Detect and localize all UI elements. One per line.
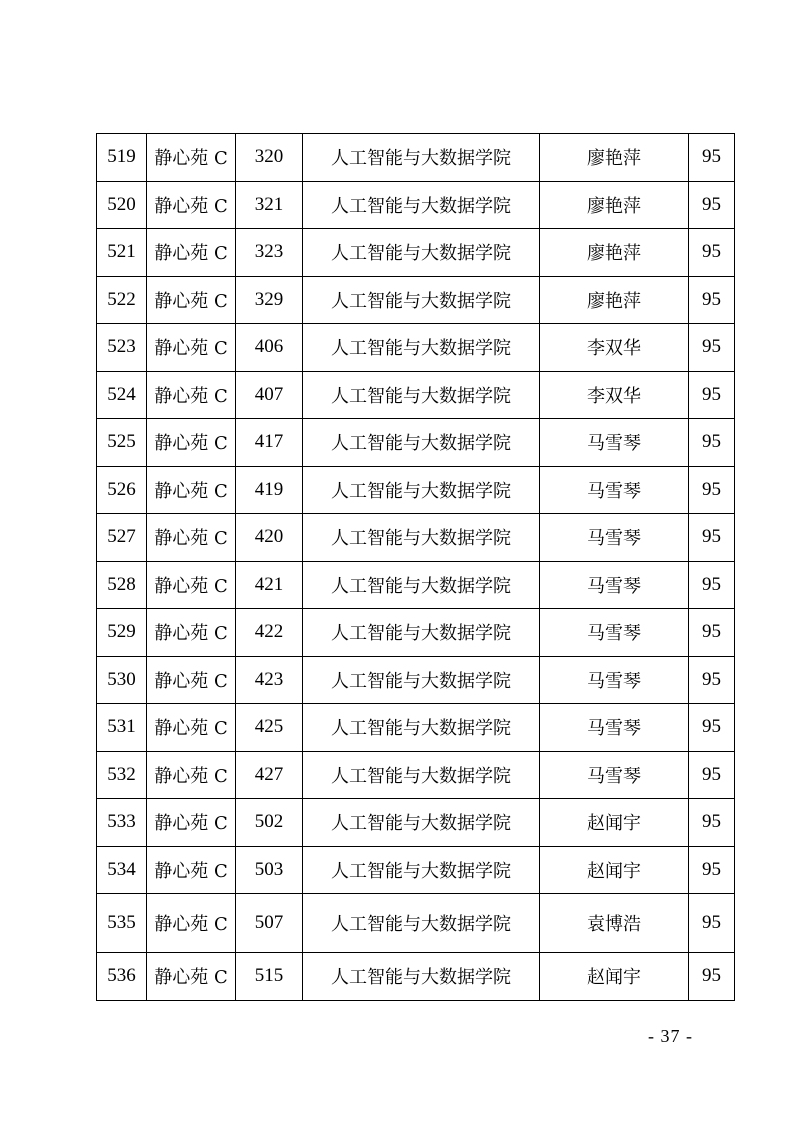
table-row — [97, 514, 735, 562]
page-number: - 37 - — [648, 1026, 693, 1046]
college-cell: 人工智能与大数据学院 — [303, 181, 540, 229]
person-cell: 廖艳萍 — [540, 134, 689, 182]
college-cell: 人工智能与大数据学院 — [303, 799, 540, 847]
table-row — [97, 656, 735, 704]
row-number-cell: 519 — [97, 134, 147, 182]
table-row — [97, 704, 735, 752]
college-cell: 人工智能与大数据学院 — [303, 419, 540, 467]
row-number-cell: 534 — [97, 846, 147, 894]
college-cell: 人工智能与大数据学院 — [303, 846, 540, 894]
room-number-cell: 320 — [236, 134, 303, 182]
building-cell: 静心苑 C — [147, 846, 236, 894]
building-cell: 静心苑 C — [147, 751, 236, 799]
building-cell: 静心苑 C — [147, 514, 236, 562]
college-cell: 人工智能与大数据学院 — [303, 609, 540, 657]
table-body — [97, 134, 735, 1001]
person-cell: 马雪琴 — [540, 609, 689, 657]
room-number-cell: 427 — [236, 751, 303, 799]
score-cell: 95 — [689, 656, 735, 704]
score-cell: 95 — [689, 466, 735, 514]
person-cell: 马雪琴 — [540, 466, 689, 514]
room-number-cell: 329 — [236, 276, 303, 324]
building-cell: 静心苑 C — [147, 704, 236, 752]
score-cell: 95 — [689, 229, 735, 277]
table-row — [97, 324, 735, 372]
person-cell: 廖艳萍 — [540, 276, 689, 324]
college-cell: 人工智能与大数据学院 — [303, 656, 540, 704]
row-number-cell: 535 — [97, 894, 147, 953]
building-cell: 静心苑 C — [147, 609, 236, 657]
building-cell: 静心苑 C — [147, 276, 236, 324]
room-number-cell: 407 — [236, 371, 303, 419]
college-cell: 人工智能与大数据学院 — [303, 561, 540, 609]
score-cell: 95 — [689, 134, 735, 182]
person-cell: 马雪琴 — [540, 656, 689, 704]
person-cell: 马雪琴 — [540, 561, 689, 609]
score-cell: 95 — [689, 371, 735, 419]
room-number-cell: 507 — [236, 894, 303, 953]
row-number-cell: 524 — [97, 371, 147, 419]
college-cell: 人工智能与大数据学院 — [303, 953, 540, 1001]
person-cell: 赵闻宇 — [540, 846, 689, 894]
college-cell: 人工智能与大数据学院 — [303, 134, 540, 182]
row-number-cell: 526 — [97, 466, 147, 514]
row-number-cell: 520 — [97, 181, 147, 229]
person-cell: 李双华 — [540, 324, 689, 372]
building-cell: 静心苑 C — [147, 656, 236, 704]
row-number-cell: 525 — [97, 419, 147, 467]
score-cell: 95 — [689, 953, 735, 1001]
building-cell: 静心苑 C — [147, 799, 236, 847]
row-number-cell: 533 — [97, 799, 147, 847]
person-cell: 廖艳萍 — [540, 181, 689, 229]
room-number-cell: 419 — [236, 466, 303, 514]
row-number-cell: 530 — [97, 656, 147, 704]
room-number-cell: 406 — [236, 324, 303, 372]
room-number-cell: 420 — [236, 514, 303, 562]
table-row — [97, 371, 735, 419]
room-number-cell: 423 — [236, 656, 303, 704]
room-number-cell: 502 — [236, 799, 303, 847]
table-row — [97, 894, 735, 953]
row-number-cell: 536 — [97, 953, 147, 1001]
row-number-cell: 527 — [97, 514, 147, 562]
building-cell: 静心苑 C — [147, 134, 236, 182]
person-cell: 赵闻宇 — [540, 799, 689, 847]
person-cell: 李双华 — [540, 371, 689, 419]
score-cell: 95 — [689, 751, 735, 799]
table-row — [97, 419, 735, 467]
room-number-cell: 503 — [236, 846, 303, 894]
score-cell: 95 — [689, 609, 735, 657]
score-cell: 95 — [689, 181, 735, 229]
college-cell: 人工智能与大数据学院 — [303, 229, 540, 277]
score-cell: 95 — [689, 799, 735, 847]
person-cell: 马雪琴 — [540, 751, 689, 799]
row-number-cell: 532 — [97, 751, 147, 799]
row-number-cell: 531 — [97, 704, 147, 752]
college-cell: 人工智能与大数据学院 — [303, 276, 540, 324]
table-row — [97, 609, 735, 657]
table-row — [97, 134, 735, 182]
score-cell: 95 — [689, 894, 735, 953]
building-cell: 静心苑 C — [147, 229, 236, 277]
table-row — [97, 466, 735, 514]
college-cell: 人工智能与大数据学院 — [303, 324, 540, 372]
room-number-cell: 425 — [236, 704, 303, 752]
college-cell: 人工智能与大数据学院 — [303, 751, 540, 799]
table-row — [97, 846, 735, 894]
person-cell: 马雪琴 — [540, 704, 689, 752]
college-cell: 人工智能与大数据学院 — [303, 466, 540, 514]
row-number-cell: 529 — [97, 609, 147, 657]
person-cell: 赵闻宇 — [540, 953, 689, 1001]
college-cell: 人工智能与大数据学院 — [303, 704, 540, 752]
score-cell: 95 — [689, 514, 735, 562]
building-cell: 静心苑 C — [147, 181, 236, 229]
person-cell: 马雪琴 — [540, 419, 689, 467]
building-cell: 静心苑 C — [147, 466, 236, 514]
person-cell: 马雪琴 — [540, 514, 689, 562]
room-number-cell: 421 — [236, 561, 303, 609]
row-number-cell: 522 — [97, 276, 147, 324]
college-cell: 人工智能与大数据学院 — [303, 371, 540, 419]
room-number-cell: 321 — [236, 181, 303, 229]
college-cell: 人工智能与大数据学院 — [303, 894, 540, 953]
table-row — [97, 953, 735, 1001]
row-number-cell: 528 — [97, 561, 147, 609]
building-cell: 静心苑 C — [147, 894, 236, 953]
building-cell: 静心苑 C — [147, 419, 236, 467]
dormitory-score-table — [96, 133, 735, 1001]
room-number-cell: 417 — [236, 419, 303, 467]
table-row — [97, 751, 735, 799]
score-cell: 95 — [689, 276, 735, 324]
score-cell: 95 — [689, 324, 735, 372]
score-cell: 95 — [689, 561, 735, 609]
row-number-cell: 521 — [97, 229, 147, 277]
building-cell: 静心苑 C — [147, 953, 236, 1001]
building-cell: 静心苑 C — [147, 561, 236, 609]
table-row — [97, 561, 735, 609]
person-cell: 袁博浩 — [540, 894, 689, 953]
building-cell: 静心苑 C — [147, 324, 236, 372]
building-cell: 静心苑 C — [147, 371, 236, 419]
college-cell: 人工智能与大数据学院 — [303, 514, 540, 562]
score-cell: 95 — [689, 704, 735, 752]
room-number-cell: 323 — [236, 229, 303, 277]
table-row — [97, 276, 735, 324]
table-row — [97, 229, 735, 277]
row-number-cell: 523 — [97, 324, 147, 372]
room-number-cell: 515 — [236, 953, 303, 1001]
table-row — [97, 799, 735, 847]
score-cell: 95 — [689, 846, 735, 894]
table-row — [97, 181, 735, 229]
room-number-cell: 422 — [236, 609, 303, 657]
person-cell: 廖艳萍 — [540, 229, 689, 277]
score-cell: 95 — [689, 419, 735, 467]
